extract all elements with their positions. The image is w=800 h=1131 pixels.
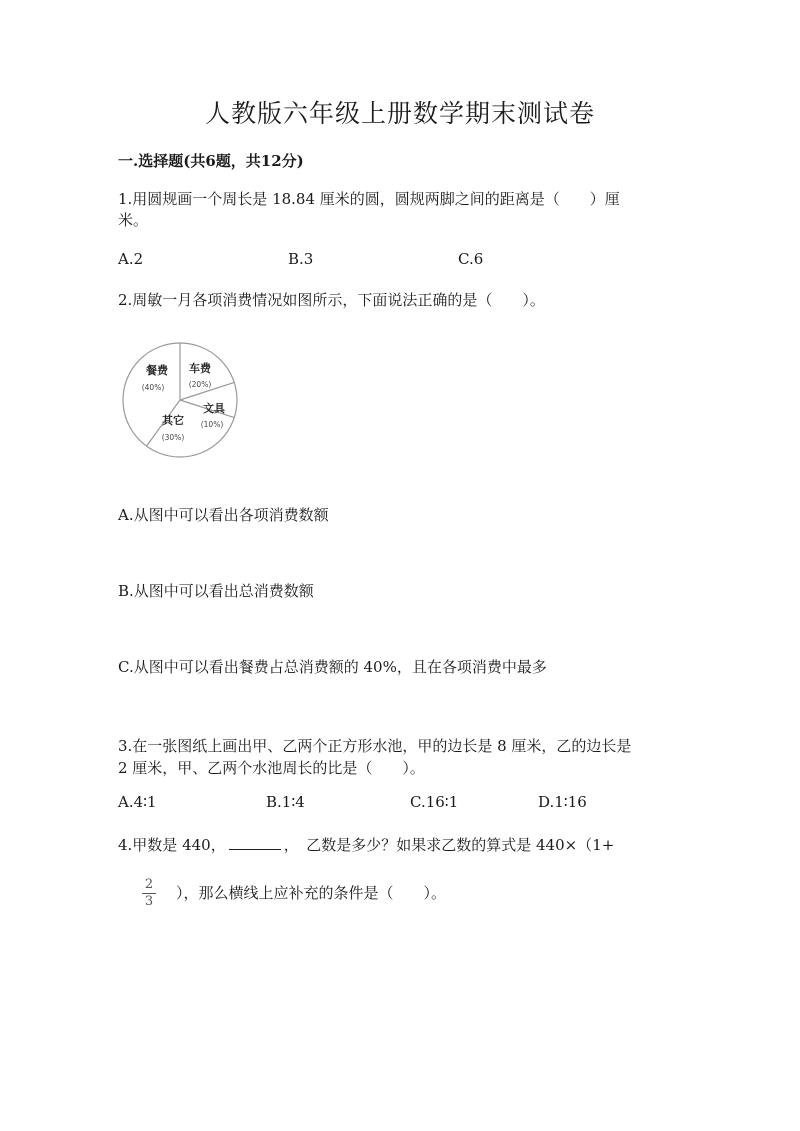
q3-option-d: D.1∶16: [538, 793, 587, 811]
pie-percent-餐费: (40%): [141, 383, 165, 392]
q4-stem-part2: ， 乙数是多少？如果求乙数的算式是 440×（1+: [283, 836, 615, 854]
page-title: 人教版六年级上册数学期末测试卷: [204, 99, 595, 128]
section-heading: 一.选择题(共6题，共12分): [118, 152, 304, 170]
q4-stem-line1: [118, 834, 614, 855]
q1-option-c: C.6: [458, 250, 484, 268]
pie-label-其它: 其它: [162, 414, 184, 427]
q1-option-b: B.3: [288, 250, 314, 268]
q3-option-b: B.1∶4: [266, 793, 305, 811]
pie-chart: [120, 340, 244, 464]
fraction-numerator: 2: [144, 877, 154, 892]
q2-option-b: B.从图中可以看出总消费数额: [118, 582, 314, 600]
q3-stem-line1: 3.在一张图纸上画出甲、乙两个正方形水池，甲的边长是 8 厘米，乙的边长是: [118, 737, 632, 755]
q4-stem-part1: 4.甲数是 440，: [118, 836, 226, 854]
q3-stem-line2: 2 厘米，甲、乙两个水池周长的比是（ ）。: [118, 759, 425, 777]
pie-percent-文具: (10%): [200, 420, 224, 429]
pie-label-文具: 文具: [203, 402, 225, 415]
q2-option-a: A.从图中可以看出各项消费数额: [118, 506, 329, 524]
q2-stem: 2.周敏一月各项消费情况如图所示，下面说法正确的是（ ）。: [118, 291, 545, 309]
q4-stem-line2: ），那么横线上应补充的条件是（ ）。: [176, 884, 447, 902]
pie-label-车费: 车费: [189, 362, 211, 375]
q3-option-c: C.16∶1: [410, 793, 459, 811]
pie-percent-车费: (20%): [188, 380, 212, 389]
answer-blank-line: [229, 835, 281, 850]
pie-label-餐费: 餐费: [146, 364, 168, 377]
q2-option-c: C.从图中可以看出餐费占总消费额的 40%，且在各项消费中最多: [118, 658, 547, 676]
q3-option-a: A.4∶1: [118, 793, 157, 811]
q1-option-a: A.2: [118, 250, 144, 268]
q1-stem-line2: 米。: [118, 211, 149, 229]
q1-stem-line1: 1.用圆规画一个周长是 18.84 厘米的圆，圆规两脚之间的距离是（ ）厘: [118, 190, 620, 208]
pie-percent-其它: (30%): [161, 433, 185, 442]
fraction: [142, 878, 156, 909]
fraction-denominator: 3: [144, 894, 154, 909]
